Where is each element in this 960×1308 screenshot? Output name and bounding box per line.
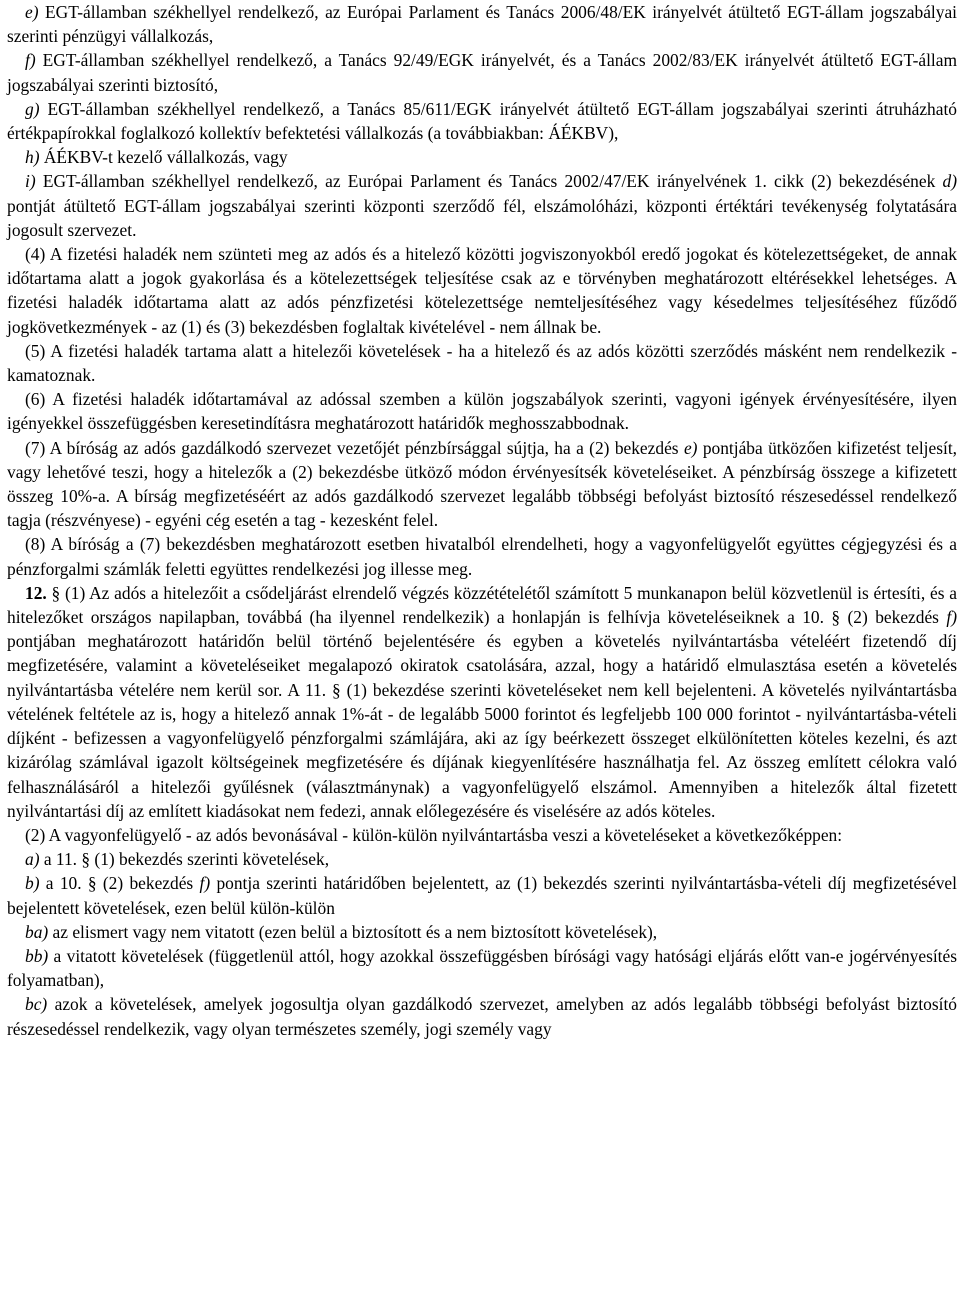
item-text: ÁÉKBV-t kezelő vállalkozás, vagy [39,147,288,168]
item-text: pontját átültető EGT-állam jogszabályai szerinti központi szerződő fél, elszámolóházi, központi értéktári tevékenység folytatására jogosult szervezet. [7,195,957,240]
paragraph-text: pontjába ütközően kifizetést teljesít, vagy lehetővé teszi, hogy a hitelezők a (2) bekezdésbe ütköző módon érvényesítsék követeléseiket. A pénzbírság összege a kifizetett összeg 10%-a. A bírság megfizetéséért az adós gazdálkodó szervezet legalább többségi befolyást biztosító részesedéssel rendelkező tagja (részvényese) - egyéni cég esetén a tag - kezesként felel. [7,437,958,531]
section-12-paragraph-2: (2) A vagyonfelügyelő - az adós bevonásával - külön-külön nyilvántartásba veszi a követeléseket a következőképpen: [25,824,843,845]
paragraph-text: (7) A bíróság az adós gazdálkodó szervezet vezetőjét pénzbírsággal sújtja, ha a (2) bekezdés [25,437,684,458]
list-item-f [7,48,957,96]
item-ref: d) [942,171,957,192]
list-item-e [7,0,957,48]
item-text: azok a követelések, amelyek jogosultja olyan gazdálkodó szervezet, amelyben az adós legalább többségi befolyást biztosító részesedéssel rendelkezik, vagy olyan természetes személy, jogi személy vagy [7,994,957,1039]
list-item-a [7,847,957,871]
item-text: az elismert vagy nem vitatott (ezen belül a biztosított és a nem biztosított követelések), [48,921,658,942]
paragraph-ref: e) [683,437,698,458]
item-letter: h) [25,147,40,168]
item-letter: ba) [25,921,49,942]
item-text: a vitatott követelések (függetlenül attól, hogy azokkal összefüggésben bírósági vagy hatósági eljárás előtt van-e jogérvényesítés folyamatban), [7,945,957,991]
item-text: EGT-államban székhellyel rendelkező, a Tanács 85/611/EGK irányelvét átültető EGT-állam jogszabályai szerinti átruházható értékpapírokkal foglalkozó kollektív befektetési vállalkozás (a továbbiakban: ÁÉKBV), [7,98,957,144]
section-12 [7,581,957,823]
item-text: EGT-államban székhellyel rendelkező, a Tanács 92/49/EGK irányelvét, és a Tanács 2002/83/EK irányelvét átültető EGT-állam jogszabályai szerinti biztosító, [7,50,957,95]
item-text: EGT-államban székhellyel rendelkező, az Európai Parlament és Tanács 2002/47/EK irányelvének 1. cikk (2) bekezdésének [35,171,943,192]
item-ref: f) [199,873,211,894]
section-ref: f) [946,607,957,628]
item-letter: g) [25,98,40,119]
paragraph-4: (4) A fizetési haladék nem szünteti meg az adós és a hitelező közötti jogviszonyokból eredő jogokat és kötelezettségeket, de annak időtartama alatt a jogok gyakorlása és a kötelezettségek teljesítése csak az e törvényben meghatározott eltérésekkel lehetséges. A fizetési haladék időtartama alatt az adós pénzfizetési kötelezettsége nemteljesítéséhez vagy késedelmes teljesítéséhez fűződő jogkövetkezmények - az (1) és (3) bekezdésben foglaltak kivételével - nem állnak be. [7,244,957,337]
item-letter: f) [25,50,36,71]
list-item-h [7,145,957,169]
item-letter: bb) [25,945,49,966]
paragraph-6: (6) A fizetési haladék időtartamával az adóssal szemben a külön jogszabályok szerinti, vagyoni igények érvényesítésére, ilyen igényekkel összefüggésben keresetindításra meghatározott határidők meghosszabbodnak. [7,389,957,434]
list-item-ba [7,920,957,944]
list-item-b [7,871,957,919]
item-letter: b) [25,873,40,894]
list-item-i [7,169,957,242]
item-text: a 11. § (1) bekezdés szerinti követelések, [39,849,330,870]
item-text: EGT-államban székhellyel rendelkező, az Európai Parlament és Tanács 2006/48/EK irányelvét átültető EGT-állam jogszabályai szerinti pénzügyi vállalkozás, [7,2,957,47]
paragraph-7 [7,436,957,533]
item-letter: a) [25,849,40,870]
list-item-bc [7,992,957,1040]
item-text: a 10. § (2) bekezdés [39,873,200,894]
item-text: pontja szerinti határidőben bejelentett, az (1) bekezdés szerinti nyilvántartásba-vételi díj megfizetésével bejelentett követelések, ezen belül külön-külön [7,873,957,918]
list-item-bb [7,944,957,992]
item-letter: e) [25,2,39,22]
item-letter: bc) [25,994,48,1015]
section-text: pontjában meghatározott határidőn belül történő bejelentésére és egyben a követelés nyilvántartásba vételéért fizetendő díj megfizetésére, valamint a követeléseiket megalapozó okiratok csatolására, azzal, hogy a határidő elmulasztása esetén a követelés nyilvántartásba vételére nem kerül sor. A 11. § (1) bekezdése szerinti követeléseket nem kell bejelenteni. A követelés nyilvántartásba vételének feltétele az is, hogy a hitelező annak 1%-át - de legalább 5000 forintot és legfeljebb 100 000 forintot - nyilvántartásba-vételi díjként - befizessen a vagyonfelügyelő pénzforgalmi számlájára, aki az így beérkezett összeget elkülönítetten köteles kezelni, és azt kizárólag számlával igazolt költségeinek megfizetésére és díjának kiegyenlítésére használhatja fel. Az összeg említett célokra való felhasználásáról a hitelezői gyűlésnek (választmánynak) a vagyonfelügyelő elszámol. Amennyiben a hitelezők által fizetett nyilvántartási díj az említett kiadásokat nem fedezi, annak előlegezésére és viselésére az adós köteles. [7,631,957,821]
item-letter: i) [25,171,36,192]
document-page [7,0,957,1041]
paragraph-8: (8) A bíróság a (7) bekezdésben meghatározott esetben hivatalból elrendelheti, hogy a vagyonfelügyelőt együttes cégjegyzési és a pénzforgalmi számlák feletti együttes rendelkezési jog illesse meg. [7,534,957,579]
section-number: 12. [25,582,47,603]
section-text: § (1) Az adós a hitelezőit a csődeljárást elrendelő végzés közzétételétől számított 5 munkanapon belül közvetlenül is értesíti, és a hitelezőket országos napilapban, továbbá (ha ilyennel rendelkezik) a honlapján is felhívja követeléseiknek a 10. § (2) bekezdés [7,582,957,628]
list-item-g [7,97,957,145]
paragraph-5: (5) A fizetési haladék tartama alatt a hitelezői követelések - ha a hitelező és az adós közötti szerződés másként nem rendelkezik - kamatoznak. [7,340,957,386]
